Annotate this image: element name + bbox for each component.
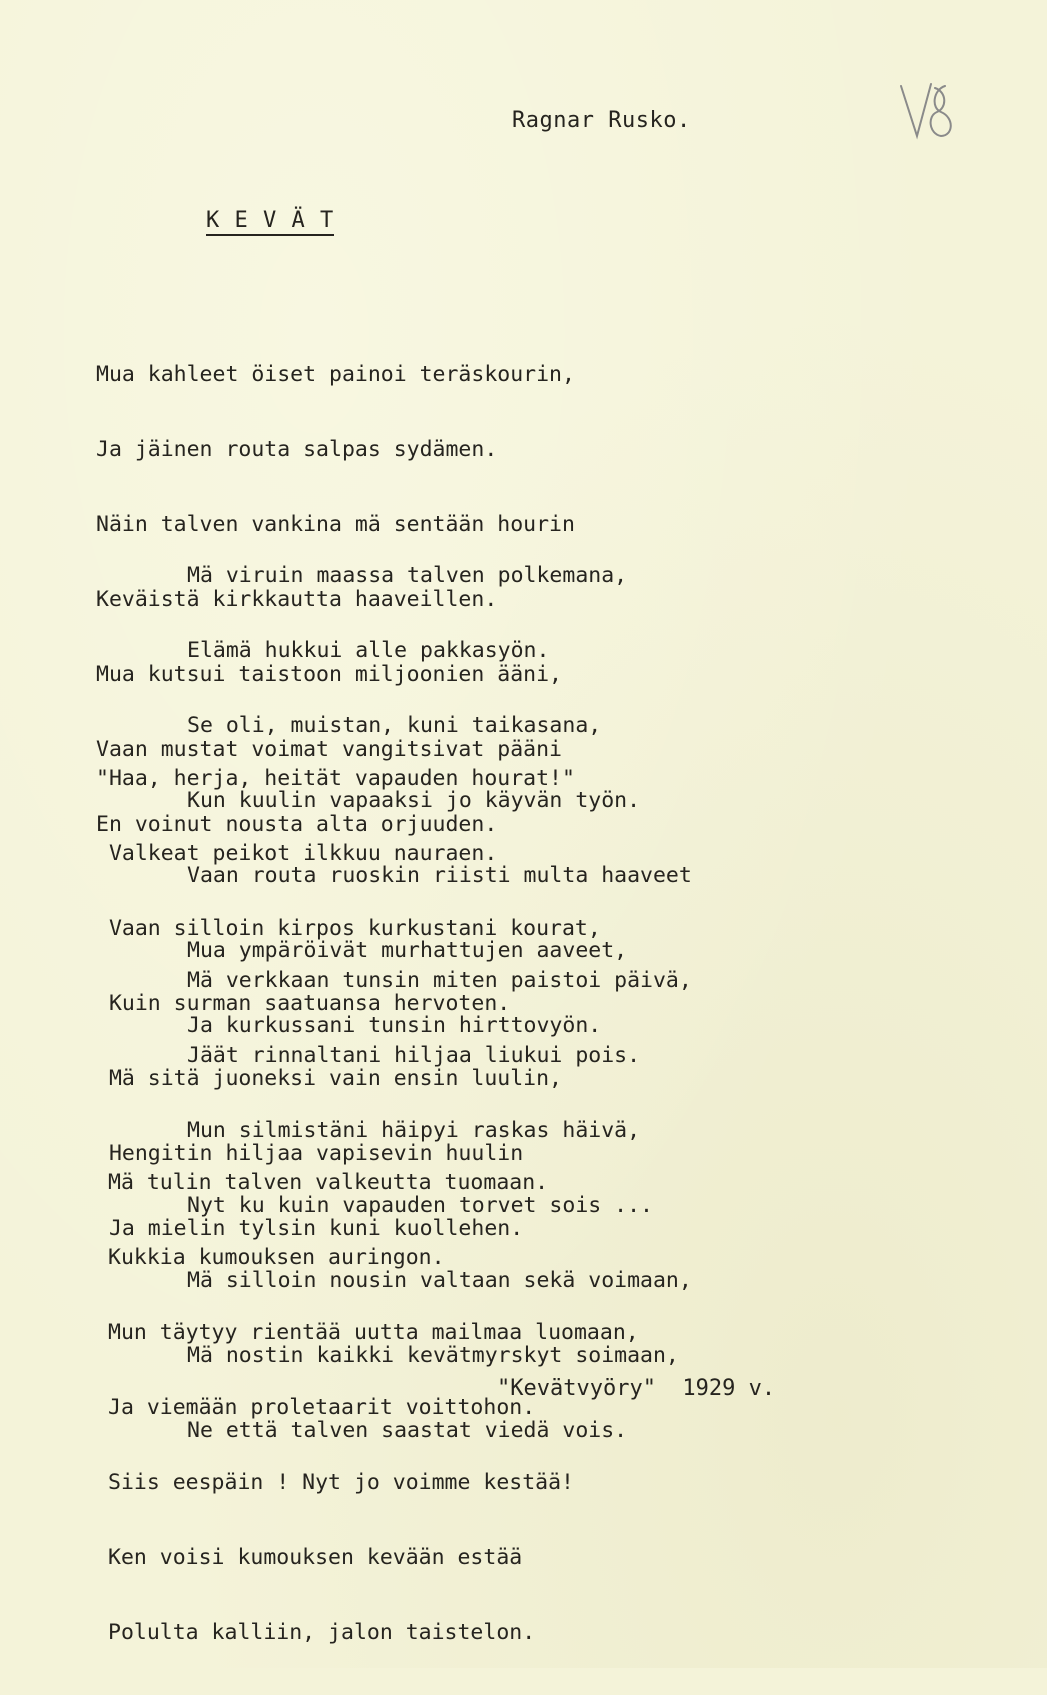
poem-line: Vaan routa ruoskin riisti multa haaveet [187, 863, 692, 888]
poem-line: Kun kuulin vapaaksi jo käyvän työn. [187, 788, 641, 813]
poem-line: Nyt ku kuin vapauden torvet sois ... [187, 1193, 653, 1218]
poem-line: Ne että talven saastat viedä vois. [187, 1418, 628, 1443]
poem-line: Hengitin hiljaa vapisevin huulin [96, 1141, 524, 1166]
poem-line: Keväistä kirkkautta haaveillen. [96, 587, 498, 612]
poem-line: Polulta kalliin, jalon taistelon. [108, 1620, 536, 1645]
poem-line: Mä viruin maassa talven polkemana, [187, 563, 628, 588]
poem-line: Siis eespäin ! Nyt jo voimme kestää! [108, 1470, 574, 1495]
poem-line: Valkeat peikot ilkkuu nauraen. [96, 841, 498, 866]
poem-line: Ja viemään proletaarit voittohon. [108, 1395, 536, 1420]
poem-line: Mä tulin talven valkeutta tuomaan. [108, 1170, 549, 1195]
handwritten-mark [895, 78, 965, 148]
author-name: Ragnar Rusko. [512, 108, 691, 133]
poem-line: Jäät rinnaltani hiljaa liukui pois. [187, 1043, 641, 1068]
poem-line: Ja mielin tylsin kuni kuollehen. [96, 1216, 524, 1241]
poem-line: Mun täytyy rientää uutta mailmaa luomaan, [108, 1320, 639, 1345]
poem-line: Vaan silloin kirpos kurkustani kourat, [96, 916, 601, 941]
poem-line: Vaan mustat voimat vangitsivat pääni [96, 737, 562, 762]
poem-line: En voinut nousta alta orjuuden. [96, 812, 498, 837]
poem-line: Mun silmistäni häipyi raskas häivä, [187, 1118, 641, 1143]
poem-line: Mä silloin nousin valtaan sekä voimaan, [187, 1268, 692, 1293]
poem-line: Mua kutsui taistoon miljoonien ääni, [96, 662, 562, 687]
poem-line: Mua ympäröivät murhattujen aaveet, [187, 938, 628, 963]
poem-line: Mä sitä juoneksi vain ensin luulin, [96, 1066, 562, 1091]
poem-line: Se oli, muistan, kuni taikasana, [187, 713, 602, 738]
poem-title: K E V Ä T [206, 208, 334, 236]
poem-line: Näin talven vankina mä sentään hourin [96, 512, 575, 537]
poem-line: Mä verkkaan tunsin miten paistoi päivä, [187, 968, 692, 993]
poem-line: Mua kahleet öiset painoi teräskourin, [96, 362, 575, 387]
source-attribution: "Kevätvyöry" 1929 v. [497, 1376, 776, 1401]
stanza-5 [108, 1120, 639, 1695]
poem-line: Kuin surman saatuansa hervoten. [96, 991, 511, 1016]
poem-line: Ken voisi kumouksen kevään estää [108, 1545, 523, 1570]
poem-line: "Haa, herja, heität vapauden hourat!" [96, 766, 575, 791]
poem-line: Ja jäinen routa salpas sydämen. [96, 437, 498, 462]
poem-line: Ja kurkussani tunsin hirttovyön. [187, 1013, 602, 1038]
poem-line: Mä nostin kaikki kevätmyrskyt soimaan, [187, 1343, 679, 1368]
poem-line: Kukkia kumouksen auringon. [108, 1245, 445, 1270]
poem-line: Elämä hukkui alle pakkasyön. [187, 638, 550, 663]
